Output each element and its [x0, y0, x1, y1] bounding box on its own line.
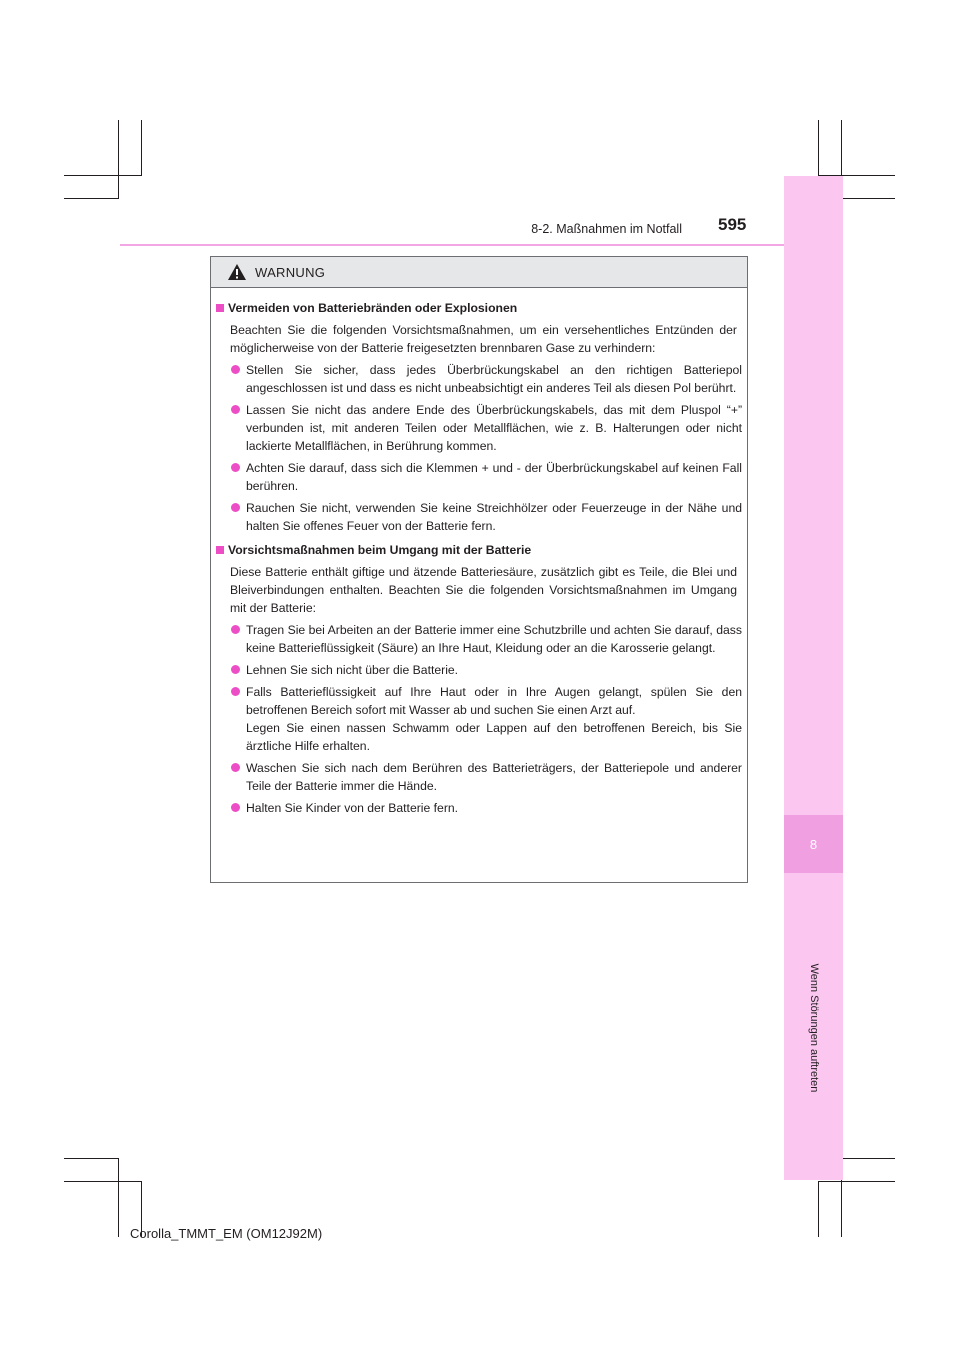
page-number: 595: [718, 215, 747, 234]
bullet-list: [216, 361, 742, 535]
warning-title: WARNUNG: [255, 264, 326, 280]
section-title: 8-2. Maßnahmen im Notfall: [531, 222, 682, 236]
crop-mark: [141, 120, 142, 176]
list-item: Lassen Sie nicht das andere Ende des Überbrückungskabels, das mit dem Pluspol “+” verbunden ist, mit anderen Teilen oder Metallflächen, wie z. B. Halterungen oder nicht lackierte Metallflächen, in Berührung kommen.: [216, 401, 742, 455]
crop-mark: [818, 1181, 819, 1237]
section-intro: Diese Batterie enthält giftige und ätzende Batteriesäure, zusätzlich gibt es Teile, die Blei und Bleiverbindungen enthalten. Beachten Sie die folgenden Vorsichtsmaßnahmen im Umgang mit der Batterie:: [230, 565, 737, 615]
crop-mark: [818, 1181, 895, 1182]
section-heading: Vorsichtsmaßnahmen beim Umgang mit der Batterie: [216, 541, 742, 559]
chapter-number: 8: [784, 815, 843, 873]
list-item: Lehnen Sie sich nicht über die Batterie.: [216, 661, 742, 679]
crop-mark: [64, 1181, 141, 1182]
bullet-list: [216, 621, 742, 817]
dot-bullet-icon: [231, 625, 240, 634]
list-item: Waschen Sie sich nach dem Berühren des Batterieträgers, der Batteriepole und anderer Teile der Batterie immer die Hände.: [216, 759, 742, 795]
crop-mark: [818, 120, 819, 176]
chapter-title: Wenn Störungen auftreten: [808, 963, 820, 1093]
dot-bullet-icon: [231, 365, 240, 374]
crop-mark: [841, 198, 895, 199]
list-item: Tragen Sie bei Arbeiten an der Batterie immer eine Schutzbrille und achten Sie darauf, dass keine Batterieflüssigkeit (Säure) an Ihre Haut, Kleidung oder an die Karosserie gelangt.: [216, 621, 742, 657]
dot-bullet-icon: [231, 503, 240, 512]
crop-mark: [118, 1158, 119, 1237]
dot-bullet-icon: [231, 687, 240, 696]
crop-mark: [64, 175, 141, 176]
section-heading: Vermeiden von Batteriebränden oder Explosionen: [216, 299, 742, 317]
footer-doc-code: Corolla_TMMT_EM (OM12J92M): [130, 1226, 323, 1241]
list-item: Halten Sie Kinder von der Batterie fern.: [216, 799, 742, 817]
warning-content: [211, 288, 747, 817]
dot-bullet-icon: [231, 803, 240, 812]
list-item: Stellen Sie sicher, dass jedes Überbrückungskabel an den richtigen Batteriepol angeschlossen ist und dass es nicht unbeabsichtigt ein anderes Teil als diesen Pol berührt.: [216, 361, 742, 397]
dot-bullet-icon: [231, 405, 240, 414]
dot-bullet-icon: [231, 463, 240, 472]
dot-bullet-icon: [231, 665, 240, 674]
section-intro: Beachten Sie die folgenden Vorsichtsmaßnahmen, um ein versehentliches Entzünden der möglicherweise von der Batterie freigesetzten brennbaren Gase zu verhindern:: [230, 323, 737, 355]
crop-mark: [64, 1158, 119, 1159]
list-item: Rauchen Sie nicht, verwenden Sie keine Streichhölzer oder Feuerzeuge in der Nähe und halten Sie offenes Feuer von der Batterie fern.: [216, 499, 742, 535]
dot-bullet-icon: [231, 763, 240, 772]
square-bullet-icon: [216, 304, 224, 312]
warning-header: [211, 257, 747, 288]
crop-mark: [64, 198, 119, 199]
list-item: Falls Batterieflüssigkeit auf Ihre Haut oder in Ihre Augen gelangt, spülen Sie den betroffenen Bereich sofort mit Wasser ab und suchen Sie einen Arzt auf. Legen Sie einen nassen Schwamm oder Lappen auf den betroffenen Bereich, bis Sie ärztliche Hilfe erhalten.: [216, 683, 742, 755]
warning-box: [210, 256, 748, 883]
crop-mark: [841, 1158, 895, 1159]
square-bullet-icon: [216, 546, 224, 554]
list-item: Achten Sie darauf, dass sich die Klemmen + und - der Überbrückungskabel auf keinen Fall berühren.: [216, 459, 742, 495]
warning-triangle-icon: [227, 263, 247, 281]
crop-mark: [118, 120, 119, 199]
header-rule: [120, 244, 784, 246]
